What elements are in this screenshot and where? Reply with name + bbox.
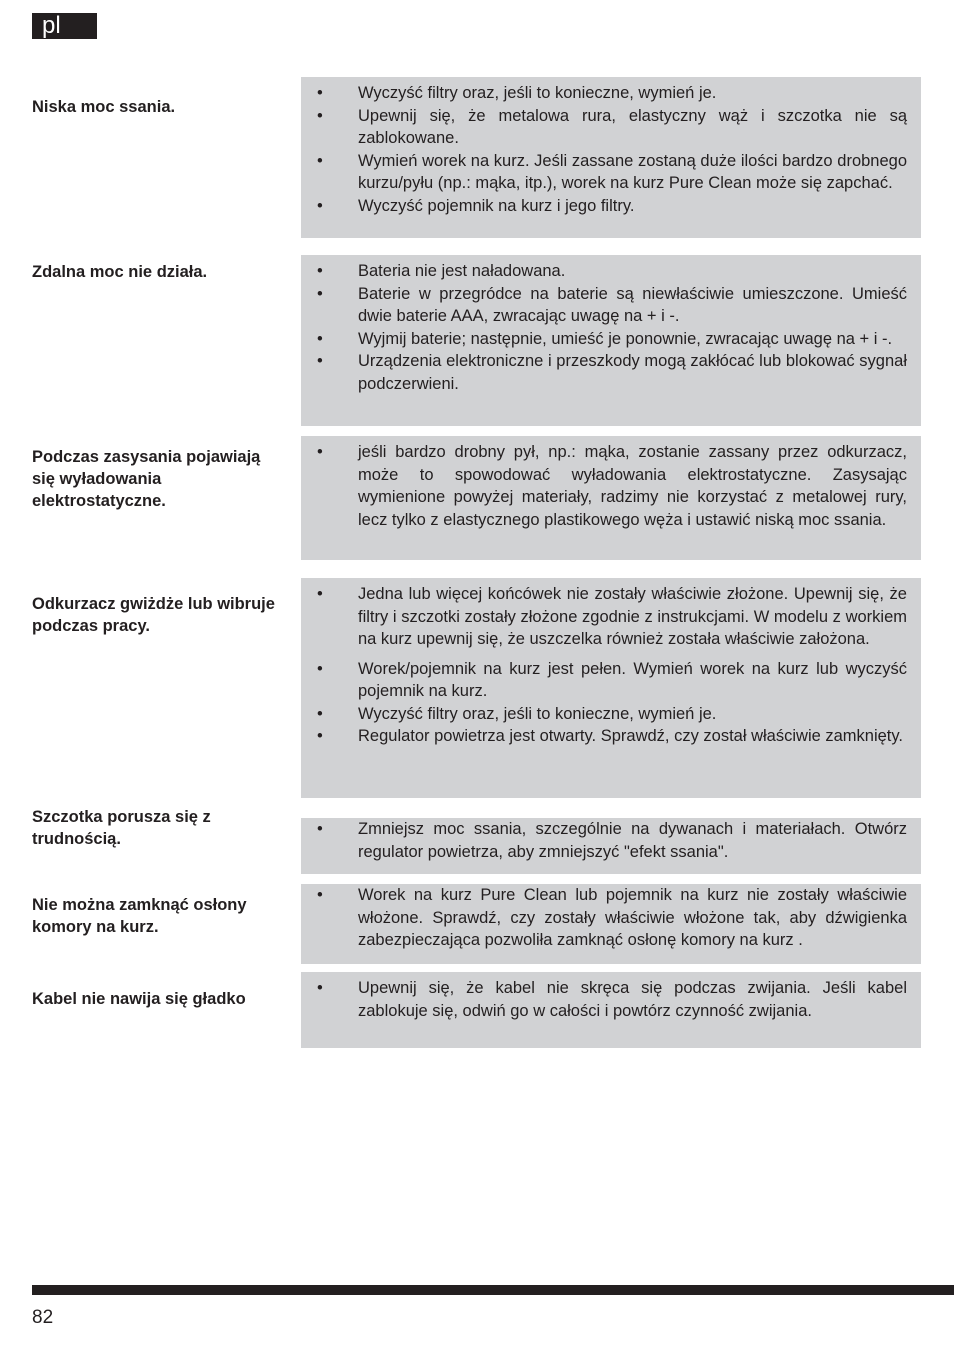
bullet-icon: • bbox=[317, 196, 323, 215]
solution-item: • Wymień worek na kurz. Jeśli zassane zostaną duże ilości bardzo drobnego kurzu/pyłu (np.: mąka, itp.), worek na kurz Pure Clean może się zapchać. bbox=[317, 151, 907, 192]
solution-list bbox=[317, 818, 907, 863]
bullet-icon: • bbox=[317, 886, 323, 904]
solution-list bbox=[317, 583, 907, 748]
solution-list bbox=[317, 977, 907, 1022]
solution-item: • Worek na kurz Pure Clean lub pojemnik na kurz nie zostały właściwie włożone. Sprawdź, czy zostały właściwie włożone tak, aby dźwigienka zabezpieczająca pozwoliła zamknąć osłonę komory na kurz . bbox=[317, 886, 907, 949]
solution-list bbox=[317, 82, 907, 217]
solution-item: • Urządzenia elektroniczne i przeszkody mogą zakłócać lub blokować sygnał podczerwieni. bbox=[317, 352, 907, 393]
solution-item: • Zmniejsz moc ssania, szczególnie na dywanach i materiałach. Otwórz regulator powietrza, aby zmniejszyć "efekt ssania". bbox=[317, 820, 907, 861]
solution-item: • Wyczyść filtry oraz, jeśli to konieczne, wymień je. bbox=[317, 82, 907, 105]
bullet-icon: • bbox=[317, 284, 323, 303]
bullet-icon: • bbox=[317, 704, 323, 723]
problem-label: Szczotka porusza się z trudnością. bbox=[32, 808, 211, 848]
solution-list bbox=[317, 260, 907, 395]
solution-item: • jeśli bardzo drobny pył, np.: mąka, zostanie zassany przez odkurzacz, może to spowodować wyładowania elektrostatyczne. Zasysając wymienione powyżej materiały, radzimy nie korzystać z metalowej rury, lecz tylko z elastycznego plastikowego węża i ustawić niską moc ssania. bbox=[317, 443, 907, 529]
bullet-icon: • bbox=[317, 84, 323, 102]
solution-item: • Regulator powietrza jest otwarty. Sprawdź, czy został właściwie zamknięty. bbox=[317, 725, 907, 748]
problem-label: Kabel nie nawija się gładko bbox=[32, 990, 246, 1008]
bullet-icon: • bbox=[317, 585, 323, 603]
solution-item: • Jedna lub więcej końcówek nie zostały właściwie złożone. Upewnij się, że filtry i szczotki zostały złożone zgodnie z instrukcjami. W modelu z workiem na kurz upewnij się, że uszczelka również została właściwie założona. bbox=[317, 585, 907, 648]
solution-box bbox=[301, 578, 921, 798]
solution-box bbox=[301, 436, 921, 560]
bullet-icon: • bbox=[317, 262, 323, 280]
solution-item: • Upewnij się, że metalowa rura, elastyczny wąż i szczotka nie są zablokowane. bbox=[317, 106, 907, 147]
solution-item: • Upewnij się, że kabel nie skręca się podczas zwijania. Jeśli kabel zablokuje się, odwiń go w całości i powtórz czynność zwijania. bbox=[317, 979, 907, 1020]
bullet-icon: • bbox=[317, 151, 323, 170]
bullet-icon: • bbox=[317, 727, 323, 745]
problem-label: Odkurzacz gwiżdże lub wibruje podczas pracy. bbox=[32, 595, 275, 635]
solution-box bbox=[301, 818, 921, 874]
solution-box bbox=[301, 972, 921, 1048]
problem-label: Zdalna moc nie działa. bbox=[32, 263, 208, 281]
page-number: 82 bbox=[32, 1307, 54, 1328]
solution-item: • Wyczyść pojemnik na kurz i jego filtry. bbox=[317, 195, 907, 218]
solution-list bbox=[317, 884, 907, 952]
problem-label: Podczas zasysania pojawiają się wyładowania elektrostatyczne. bbox=[32, 448, 261, 510]
solution-box bbox=[301, 77, 921, 238]
solution-box bbox=[301, 255, 921, 426]
bullet-icon: • bbox=[317, 352, 323, 370]
solution-item: • Wyjmij baterie; następnie, umieść je ponownie, zwracając uwagę na + i -. bbox=[317, 328, 907, 351]
problem-label: Niska moc ssania. bbox=[32, 98, 176, 116]
bullet-icon: • bbox=[317, 659, 323, 678]
bullet-icon: • bbox=[317, 820, 323, 838]
bullet-icon: • bbox=[317, 329, 323, 348]
solution-item: • Worek/pojemnik na kurz jest pełen. Wymień worek na kurz lub wyczyść pojemnik na kurz. bbox=[317, 659, 907, 700]
bullet-icon: • bbox=[317, 443, 323, 461]
footer-divider bbox=[32, 1285, 954, 1295]
solution-list bbox=[317, 441, 907, 531]
language-tab: pl bbox=[32, 13, 97, 39]
bullet-icon: • bbox=[317, 979, 323, 997]
bullet-icon: • bbox=[317, 106, 323, 125]
solution-box bbox=[301, 884, 921, 964]
solution-item: • Wyczyść filtry oraz, jeśli to konieczne, wymień je. bbox=[317, 703, 907, 726]
problem-label: Nie można zamknąć osłony komory na kurz. bbox=[32, 896, 247, 936]
solution-item: • Baterie w przegródce na baterie są niewłaściwie umieszczone. Umieść dwie baterie AAA, zwracając uwagę na + i -. bbox=[317, 284, 907, 325]
solution-item: • Bateria nie jest naładowana. bbox=[317, 260, 907, 283]
